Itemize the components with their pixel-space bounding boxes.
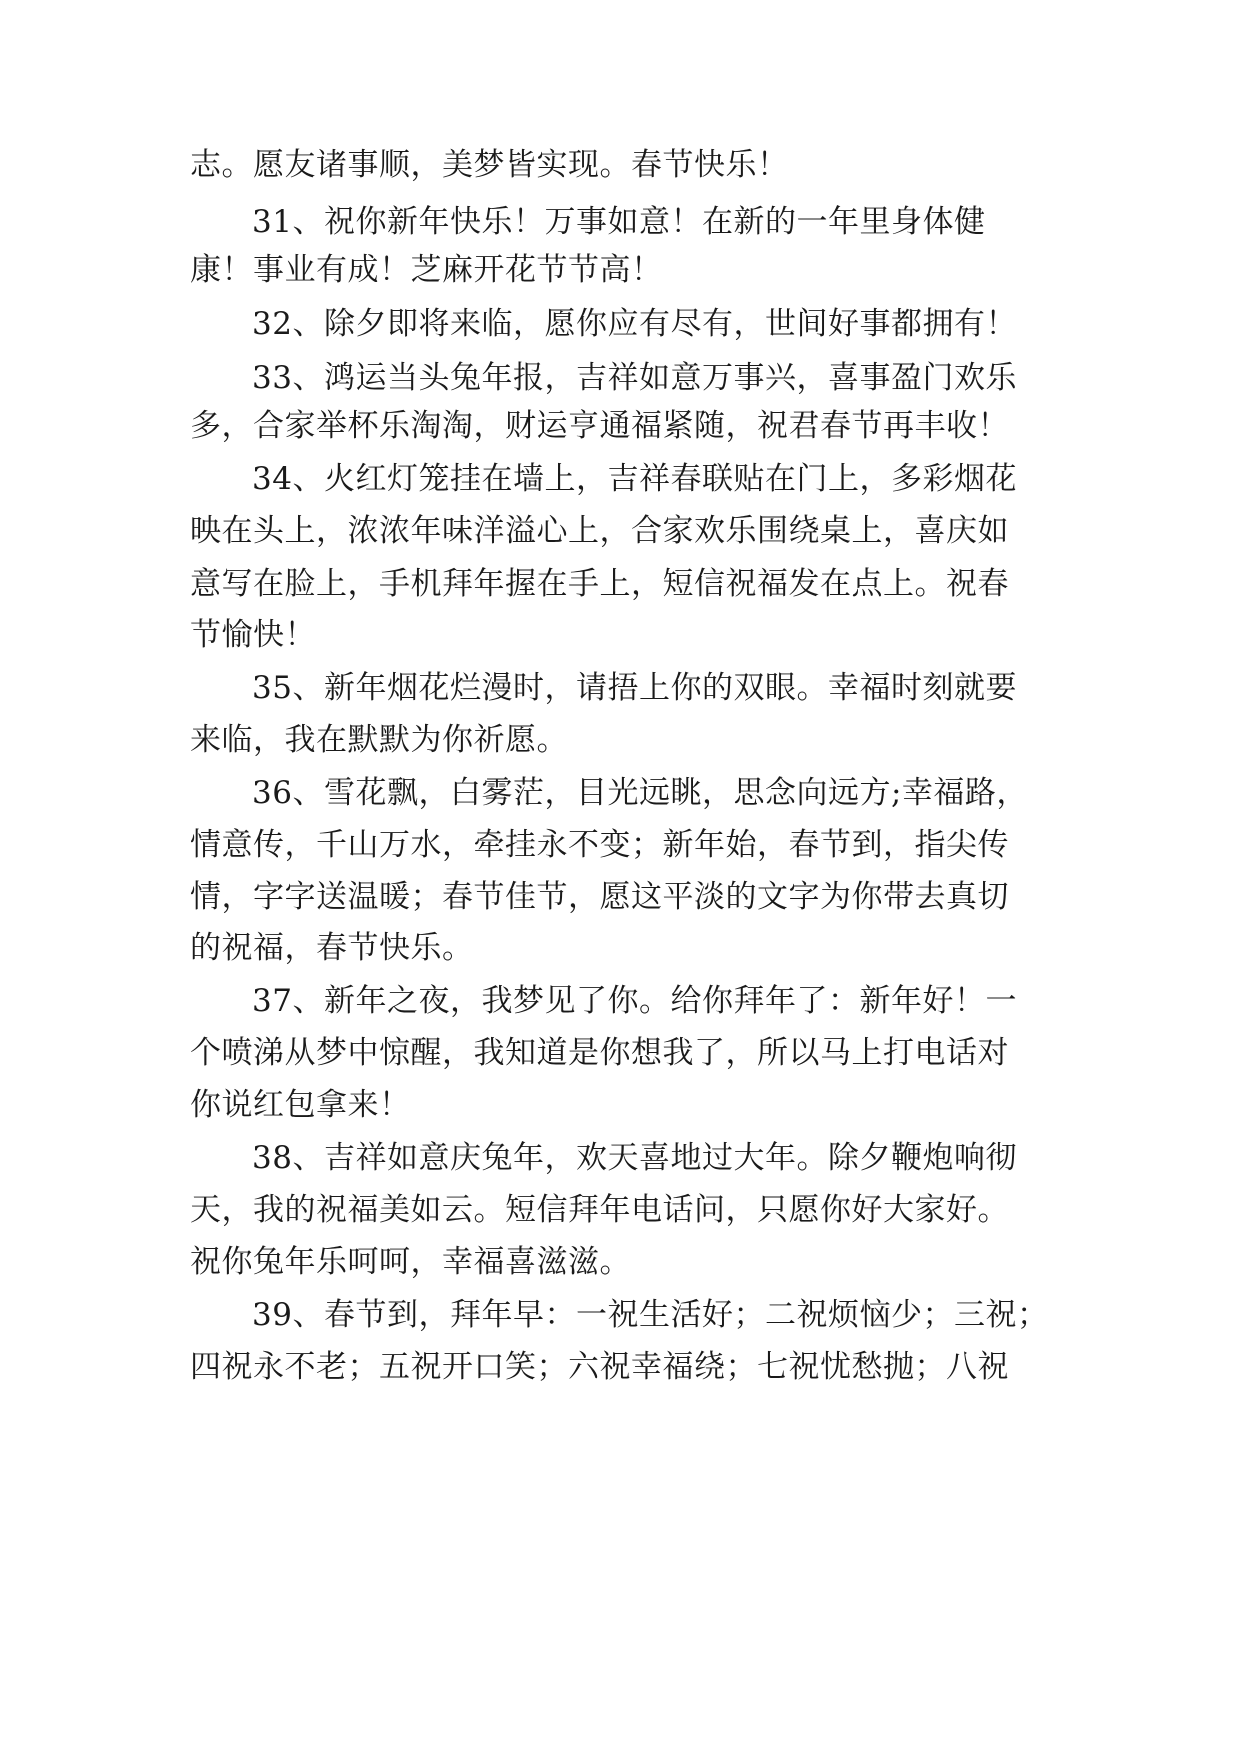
text-line: 你说红包拿来！ [190,1087,411,1123]
text-line: 节愉快！ [190,617,316,653]
text-line: 多，合家举杯乐淘淘，财运亨通福紧随，祝君春节再丰收！ [190,408,1009,444]
text-line: 33、鸿运当头兔年报，吉祥如意万事兴，喜事盈门欢乐 [252,360,1017,396]
text-line: 34、火红灯笼挂在墙上，吉祥春联贴在门上，多彩烟花 [252,461,1017,497]
text-line: 个喷涕从梦中惊醒，我知道是你想我了，所以马上打电话对 [190,1035,1009,1071]
text-line: 来临，我在默默为你祈愿。 [190,722,568,758]
text-line: 35、新年烟花烂漫时，请捂上你的双眼。幸福时刻就要 [252,670,1017,706]
text-line: 意写在脸上，手机拜年握在手上，短信祝福发在点上。祝春 [190,566,1009,602]
text-line: 38、吉祥如意庆兔年，欢天喜地过大年。除夕鞭炮响彻 [252,1140,1017,1176]
text-line: 36、雪花飘，白雾茫，目光远眺，思念向远方;幸福路， [252,775,1028,811]
text-line: 志。愿友诸事顺，美梦皆实现。春节快乐！ [190,147,789,183]
text-line: 的祝福，春节快乐。 [190,930,474,966]
text-line: 映在头上，浓浓年味洋溢心上，合家欢乐围绕桌上，喜庆如 [190,513,1009,549]
text-line: 39、春节到，拜年早：一祝生活好；二祝烦恼少；三祝； [252,1297,1049,1333]
text-line: 37、新年之夜，我梦见了你。给你拜年了：新年好！一 [252,983,1017,1019]
text-line: 四祝永不老；五祝开口笑；六祝幸福绕；七祝忧愁抛；八祝 [190,1349,1009,1385]
text-line: 情，字字送温暖；春节佳节，愿这平淡的文字为你带去真切 [190,879,1009,915]
text-line: 情意传，千山万水，牵挂永不变；新年始，春节到，指尖传 [190,827,1009,863]
text-line: 祝你兔年乐呵呵，幸福喜滋滋。 [190,1244,631,1280]
text-line: 31、祝你新年快乐！万事如意！在新的一年里身体健 [252,204,986,240]
text-line: 天，我的祝福美如云。短信拜年电话问，只愿你好大家好。 [190,1192,1009,1228]
text-line: 32、除夕即将来临，愿你应有尽有，世间好事都拥有！ [252,306,1017,342]
text-line: 康！事业有成！芝麻开花节节高！ [190,252,663,288]
